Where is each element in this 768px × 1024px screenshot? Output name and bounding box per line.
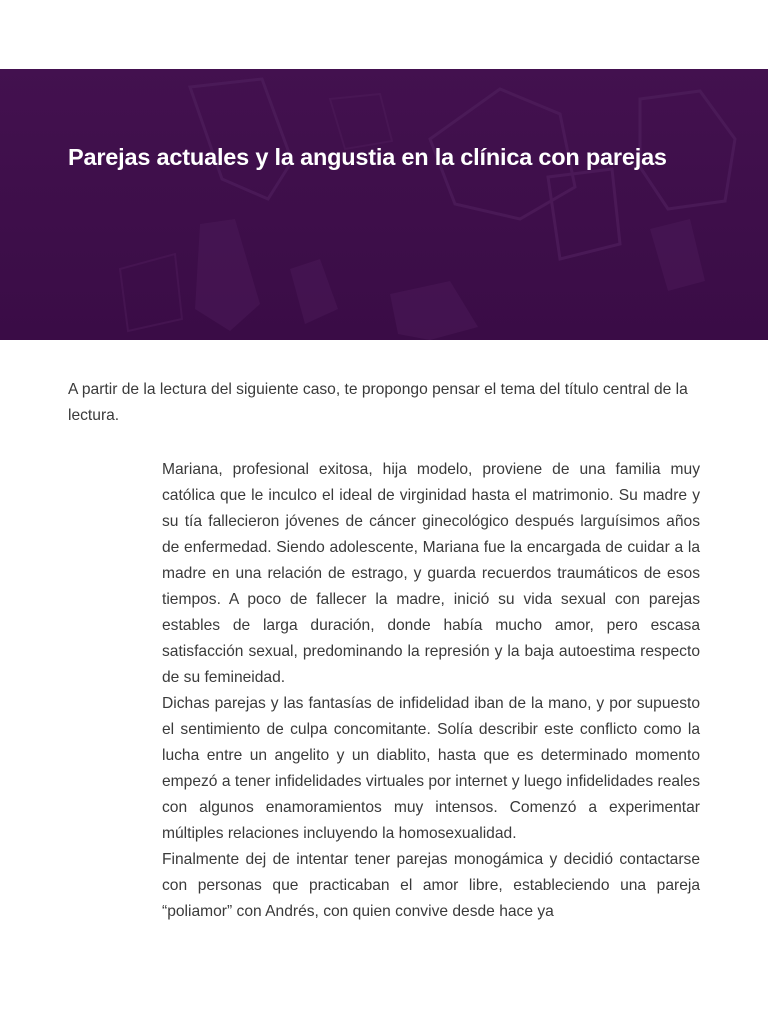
case-paragraph: Mariana, profesional exitosa, hija modelo, proviene de una familia muy católica que le inculco el ideal de virginidad hasta el matrimonio. Su madre y su tía fallecieron jóvenes de cáncer ginecológico después larguísimos años de enfermedad. Siendo adolescente, Mariana fue la encargada de cuidar a la madre en una relación de estrago, y guarda recuerdos traumáticos de esos tiempos. A poco de fallecer la madre, inició su vida sexual con parejas estables de larga duración, donde había mucho amor, pero escasa satisfacción sexual, predominando la represión y la baja autoestima respecto de su femineidad. [162,461,700,686]
case-paragraph: Dichas parejas y las fantasías de infidelidad iban de la mano, y por supuesto el sentimiento de culpa concomitante. Solía describir este conflicto como la lucha entre un angelito y un diablito, hasta que es determinado momento empezó a tener infidelidades virtuales por internet y luego infidelidades reales con algunos enamoramientos muy intensos. Comenzó a experimentar múltiples relaciones incluyendo la homosexualidad. [162,695,700,842]
page-title: Parejas actuales y la angustia en la clínica con parejas [68,144,667,170]
case-paragraph: Finalmente dej de intentar tener parejas monogámica y decidió contactarse con personas que practicaban el amor libre, estableciendo una pareja “poliamor” con Andrés, con quien convive desde hace ya [162,851,700,920]
case-block [162,457,700,925]
intro-paragraph: A partir de la lectura del siguiente caso, te propongo pensar el tema del título central de la lectura. [68,381,688,424]
header-banner [0,69,768,340]
banner-decorative-shapes [0,69,768,340]
